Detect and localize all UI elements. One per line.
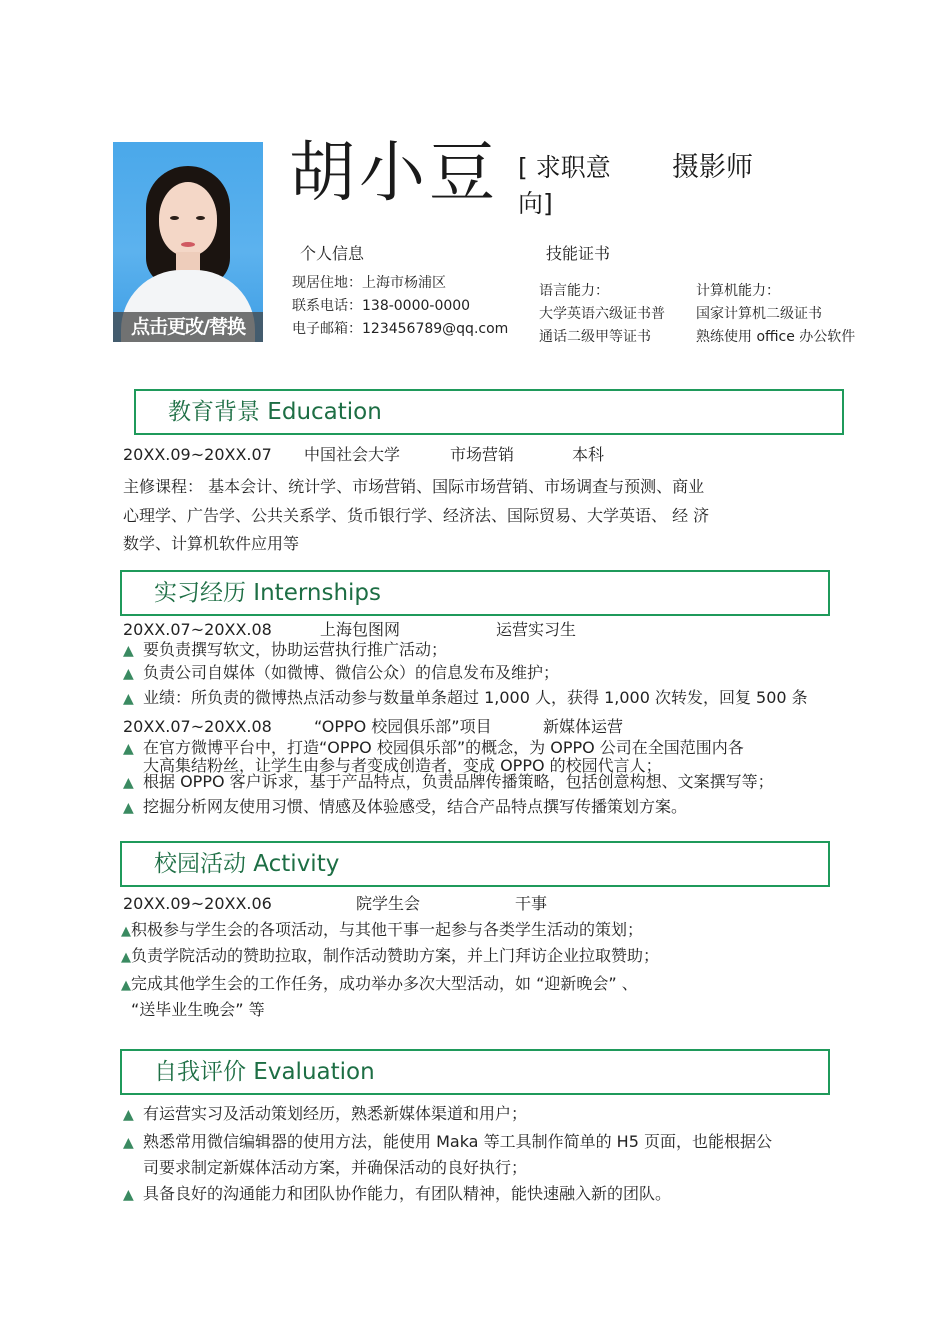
triangle-icon: ▲ [121,950,131,965]
courses-text: 心理学、广告学、公共关系学、货币银行学、经济法、国际贸易、大学英语、 经 济 [123,506,710,525]
list-item [123,770,774,795]
language-skills [539,280,665,349]
list-item [123,1182,671,1207]
evaluation-section-header: 自我评价 Evaluation [120,1049,830,1095]
education-section-header: 教育背景 Education [134,389,844,435]
triangle-icon: ▲ [123,1187,134,1203]
job-role: 新媒体运营 [543,717,624,736]
list-item-text: 完成其他学生会的工作任务，成功举办多次大型活动，如 “迎新晚会” 、 [131,974,638,993]
list-item [123,661,559,686]
list-item [121,918,643,944]
email-text: 电子邮箱：123456789@qq.com [292,321,509,337]
language-label: 语言能力： [539,283,609,299]
courses-text: 主修课程： 基本会计、统计学、市场营销、国际市场营销、市场调查与预测、商业 [123,477,705,496]
change-photo-button[interactable]: 点击更改/替换 [113,312,263,342]
address-text: 现居住地：上海市杨浦区 [292,275,446,291]
list-item [123,1102,527,1127]
list-item-continuation: “送毕业生晚会” 等 [131,1000,265,1019]
language-cert-line: 大学英语六级证书普 [539,306,665,322]
triangle-icon: ▲ [121,978,131,993]
list-item-text: 负责学院活动的赞助拉取，制作活动赞助方案，并上门拜访企业拉取赞助； [131,946,660,965]
triangle-icon: ▲ [123,741,134,757]
education-degree: 本科 [572,445,605,464]
courses-text: 数学、计算机软件应用等 [123,534,300,553]
list-item [123,1130,772,1155]
triangle-icon: ▲ [123,643,134,659]
list-item-text: 有运营实习及活动策划经历，熟悉新媒体渠道和用户； [143,1104,528,1123]
activity-org: 院学生会 [356,894,421,913]
list-item [123,795,687,820]
profile-photo[interactable] [113,142,263,342]
list-item-text: 根据 OPPO 客户诉求，基于产品特点，负责品牌传播策略，包括创意构想、文案撰写等； [143,772,774,791]
internships-section-header: 实习经历 Internships [120,570,830,616]
personal-info [292,272,508,341]
phone-text: 联系电话：138-0000-0000 [292,298,471,314]
job-intent-value: 摄影师 [672,152,753,183]
activity-section-header: 校园活动 Activity [120,841,830,887]
list-item [123,686,808,711]
personal-info-heading: 个人信息 [300,244,365,263]
triangle-icon: ▲ [123,666,134,682]
list-item-text: 积极参与学生会的各项活动，与其他干事一起参与各类学生活动的策划； [131,920,644,939]
job-project: “OPPO 校园俱乐部”项目 [314,717,492,736]
job-date: 20XX.07~20XX.08 [123,620,272,639]
activity-role: 干事 [515,894,548,913]
list-item-text: 熟悉常用微信编辑器的使用方法，能使用 Maka 等工具制作简单的 H5 页面，也能根据公 [143,1132,772,1151]
computer-cert-line: 熟练使用 office 办公软件 [696,329,856,345]
activity-date: 20XX.09~20XX.06 [123,894,272,913]
list-item-text: 具备良好的沟通能力和团队协作能力，有团队精神，能快速融入新的团队。 [143,1184,672,1203]
list-item [121,944,659,970]
triangle-icon: ▲ [123,775,134,791]
education-major: 市场营销 [450,445,515,464]
list-item-text: 要负责撰写软文，协助运营执行推广活动； [143,640,448,659]
computer-label: 计算机能力： [696,283,780,299]
language-cert-line: 通话二级甲等证书 [539,329,651,345]
job-intent-label: [ 求职意向] [518,153,611,218]
list-item [123,638,447,663]
list-item-text: 业绩：所负责的微博热点活动参与数量单条超过 1,000 人，获得 1,000 次转发，回复 500 条 [143,688,808,707]
list-item-text: 在官方微博平台中，打造“OPPO 校园俱乐部”的概念，为 OPPO 公司在全国范围内各 [143,738,744,757]
name-title: 胡小豆 [289,134,499,211]
education-school: 中国社会大学 [304,445,401,464]
job-company: 上海包图网 [320,620,401,639]
list-item-text: 负责公司自媒体（如微博、微信公众）的信息发布及维护； [143,663,560,682]
list-item-continuation: 司要求制定新媒体活动方案，并确保活动的良好执行； [143,1158,528,1177]
job-date: 20XX.07~20XX.08 [123,717,272,736]
triangle-icon: ▲ [123,800,134,816]
list-item-continuation: 大高集结粉丝，让学生由参与者变成创造者，变成 OPPO 的校园代言人； [143,756,662,775]
computer-cert-line: 国家计算机二级证书 [696,306,822,322]
triangle-icon: ▲ [121,924,131,939]
job-role: 运营实习生 [496,620,577,639]
education-date: 20XX.09~20XX.07 [123,445,272,464]
computer-skills [696,280,855,349]
list-item [121,972,638,998]
triangle-icon: ▲ [123,1135,134,1151]
skills-heading: 技能证书 [546,244,611,263]
triangle-icon: ▲ [123,1107,134,1123]
triangle-icon: ▲ [123,691,134,707]
list-item-text: 挖掘分析网友使用习惯、情感及体验感受，结合产品特点撰写传播策划方案。 [143,797,688,816]
